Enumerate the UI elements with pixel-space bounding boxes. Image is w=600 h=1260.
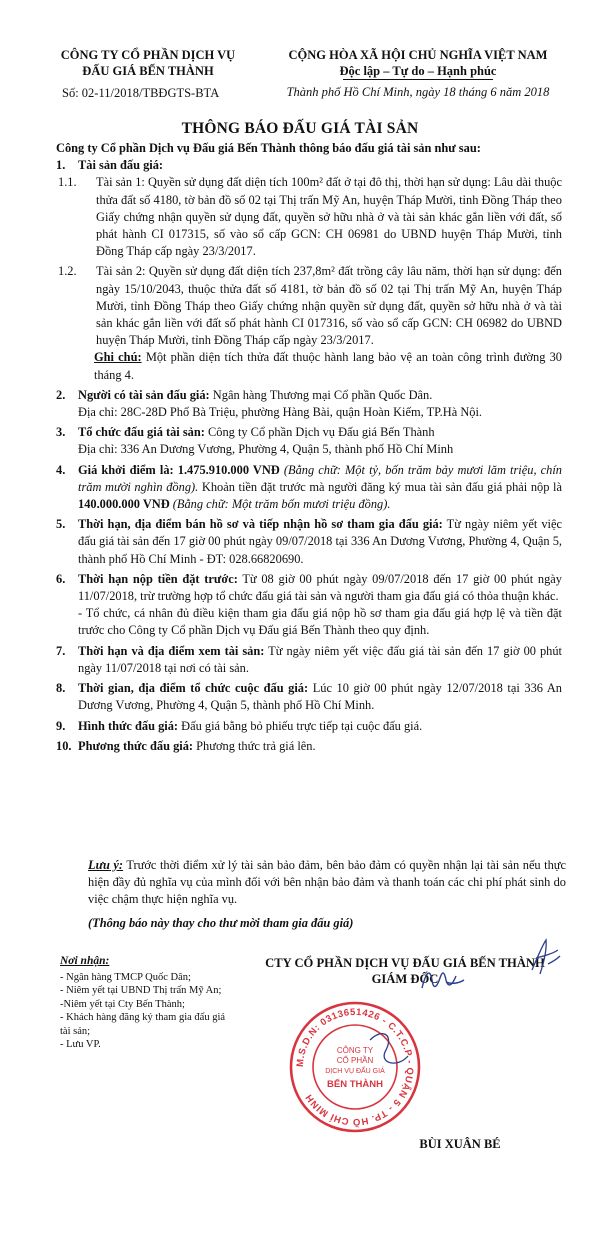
section-label: Phương thức đấu giá: (78, 738, 194, 753)
section-1-heading (56, 157, 562, 174)
company-stamp-icon (286, 998, 424, 1136)
asset-1 (56, 174, 562, 260)
stamp-line4: BẾN THÀNH (327, 1079, 383, 1090)
recipient-item: - Lưu VP. (60, 1039, 101, 1050)
recipients-list (60, 955, 228, 1052)
section-label: Thời gian, địa điểm tổ chức cuộc đấu giá: (78, 681, 309, 696)
recipient-item: -Niêm yết tại Cty Bến Thành; (60, 998, 185, 1010)
section-label: Người có tài sản đấu giá: (78, 387, 210, 402)
recipient-item: - Ngân hàng TMCP Quốc Dân; (60, 971, 191, 983)
company-name-line1: CÔNG TY CỔ PHẦN DỊCH VỤ (60, 48, 236, 62)
deposit-words: (Bằng chữ: Một trăm bốn mươi triệu đồng). (172, 497, 391, 512)
deposit-text: Khoản tiền đặt trước mà người đăng ký mua tài sản đấu giá phải nộp là (201, 479, 562, 494)
asset-description: Tài sản 2: Quyền sử dụng đất diện tích 237,8m² đất trồng cây lâu năm, thời hạn sử dụng: đến ngày 15/10/2043, thuộc thửa đất số 4181, tờ bản đồ số 02 tại Thị trấn Mỹ An, huyện Tháp Mười, tỉnh Đồng Tháp theo Giấy chứng nhận quyền sử dụng đất, quyền sở hữu nhà ở và tài sản khác gắn liền với đất số phát hành CI 017316, số vào sổ cấp GCN: CH 06982 do UBND huyện Tháp Mười, tỉnh Đồng Tháp cấp ngày 23/3/2017. (96, 264, 562, 348)
section-label: Thời hạn, địa điểm bán hồ sơ và tiếp nhận hồ sơ tham gia đấu giá: (78, 517, 443, 532)
section-text: Từ 08 giờ 00 phút ngày 09/07/2018 đến 17 giờ 00 phút ngày 11/07/2018, trừ trường hợp tổ chức đấu giá tài sản và người tham gia đấu giá có thỏa thuận khác. (78, 571, 562, 604)
section-label: Thời hạn và địa điểm xem tài sản: (78, 643, 265, 658)
section-7 (56, 643, 562, 677)
footnote-text: Trước thời điểm xử lý tài sản bảo đảm, bên bảo đảm có quyền nhận lại tài sản nếu thực hiện đầy đủ nghĩa vụ của mình đối với bên nhận bảo đảm và thanh toán các chi phí phát sinh do việc chậm thực hiện nghĩa vụ. (88, 858, 567, 907)
footnote-label: Lưu ý: (88, 858, 124, 872)
document-date: Thành phố Hồ Chí Minh, ngày 18 tháng 6 năm 2018 (286, 85, 550, 99)
section-6 (56, 571, 562, 605)
note-text: Một phần diện tích thửa đất thuộc hành lang bảo vệ an toàn công trình đường 30 tháng 4. (94, 350, 563, 382)
asset-number: 1.2. (58, 264, 77, 279)
asset-description: Tài sản 1: Quyền sử dụng đất diện tích 100m² đất ở tại đô thị, thời hạn sử dụng: Lâu dài thuộc thửa đất số 4180, tờ bản đồ số 02 tại Thị trấn Mỹ An, huyện Tháp Mười, tỉnh Đồng Tháp theo Giấy chứng nhận quyền sử dụng đất, quyền sở hữu nhà ở và tài sản khác gắn liền với đất, số phát hành CI 017315, số vào sổ cấp GCN: CH 06981 do UBND huyện Tháp Mười, tỉnh Đồng Tháp cấp ngày 23/3/2017. (96, 175, 562, 259)
section-label: Thời hạn nộp tiền đặt trước: (78, 571, 238, 586)
note-label: Ghi chú: (94, 350, 142, 365)
stamp-line1: CÔNG TY (336, 1046, 374, 1055)
section-number: 8. (56, 681, 66, 696)
replace-invitation-note: (Thông báo này thay cho thư mời tham gia đấu giá) (88, 916, 354, 930)
section-number: 7. (56, 643, 66, 658)
asset-2 (56, 263, 562, 349)
starting-price-words: (Bằng chữ: Một tỷ, bốn trăm bảy mươi lăm triệu, chín trăm mười nghìn đồng). (78, 462, 562, 494)
organizer-address: Địa chỉ: 336 An Dương Vương, Phường 4, Quận 5, thành phố Hồ Chí Minh (78, 442, 454, 457)
section-text: Công ty Cổ phần Dịch vụ Đấu giá Bến Thành (208, 425, 435, 440)
section-text: Ngân hàng Thương mại Cổ phần Quốc Dân. (212, 387, 433, 402)
stamp-line3: DỊCH VỤ ĐẤU GIÁ (325, 1068, 385, 1075)
section-2 (56, 387, 562, 404)
recipient-item: - Niêm yết tại UBND Thị trấn Mỹ An; (60, 985, 222, 996)
signature-title: GIÁM ĐỐC (371, 972, 439, 986)
signer-name: BÙI XUÂN BÉ (419, 1137, 501, 1151)
section-6-extra: - Tổ chức, cá nhân đủ điều kiện tham gia đấu giá nộp hồ sơ tham gia đấu giá hợp lệ và tiền đặt trước cho Công ty Cổ phần Dịch vụ Đấu giá Bến Thành theo quy định. (78, 606, 562, 638)
recipients-heading: Nơi nhận: (60, 955, 110, 967)
asset-note (56, 349, 562, 383)
header-company-block (58, 47, 238, 101)
section-label: Tài sản đấu giá: (78, 158, 164, 173)
header-nation-block (258, 47, 578, 100)
section-text: Phương thức trả giá lên. (196, 738, 316, 753)
section-number: 2. (56, 387, 66, 402)
section-3 (56, 424, 562, 441)
section-number: 10. (56, 738, 72, 753)
signature-company: CTY CỔ PHẦN DỊCH VỤ ĐẤU GIÁ BẾN THÀNH (265, 956, 545, 970)
asset-number: 1.1. (58, 175, 77, 190)
section-label: Tổ chức đấu giá tài sản: (78, 425, 205, 440)
section-number: 1. (56, 158, 66, 173)
footnote (88, 857, 566, 909)
section-number: 9. (56, 718, 66, 733)
section-5 (56, 516, 562, 568)
section-label: Hình thức đấu giá: (78, 718, 179, 733)
stamp-line2: CỔ PHẦN (336, 1056, 374, 1065)
section-9 (56, 718, 562, 735)
document-body (56, 140, 562, 755)
section-number: 3. (56, 425, 66, 440)
document-number: Số: 02-11/2018/TBĐGTS-BTA (62, 86, 220, 100)
section-number: 5. (56, 517, 66, 532)
starting-price: 1.475.910.000 VNĐ (177, 462, 280, 477)
section-label: Giá khởi điểm là: (78, 462, 174, 477)
owner-address: Địa chỉ: 28C-28D Phố Bà Triệu, phường Hàng Bài, quận Hoàn Kiếm, TP.Hà Nội. (78, 405, 483, 420)
initial-signature-icon (528, 936, 562, 978)
intro-paragraph: Công ty Cổ phần Dịch vụ Đấu giá Bến Thành thông báo đấu giá tài sản như sau: (56, 141, 481, 155)
signature-block (240, 955, 570, 987)
deposit-amount: 140.000.000 VNĐ (78, 497, 170, 512)
recipient-item: - Khách hàng đăng ký tham gia đấu giá tài sản; (60, 1012, 226, 1037)
section-text: Lúc 10 giờ 00 phút ngày 12/07/2018 tại 336 An Dương Vương, Phường 4, Quận 5, thành phố Hồ Chí Minh. (78, 681, 562, 713)
section-number: 6. (56, 571, 66, 586)
section-text: Đấu giá bằng bỏ phiếu trực tiếp tại cuộc đấu giá. (181, 718, 423, 733)
motto-underline (343, 79, 493, 80)
stamp-ring-text: M.S.D.N: 0313651426 - C.T.C.P - QUẬN 5 - TP. HỒ CHÍ MINH (294, 1006, 416, 1128)
section-10 (56, 738, 562, 755)
section-number: 4. (56, 462, 66, 477)
section-text: Từ ngày niêm yết việc đấu giá tài sản đến 17 giờ 00 phút ngày 09/07/2018 tại 336 An Dương Vương, Phường 4, Quận 5, thành phố Hồ Chí Minh - ĐT: 028.66820690. (78, 517, 562, 566)
national-motto: Độc lập – Tự do – Hạnh phúc (339, 64, 497, 78)
section-text: Từ ngày niêm yết việc đấu giá tài sản đến 17 giờ 00 phút ngày 11/07/2018 tại nơi có tài sản. (78, 643, 562, 675)
section-8 (56, 680, 562, 714)
nation-title: CỘNG HÒA XÃ HỘI CHỦ NGHĨA VIỆT NAM (288, 48, 548, 62)
company-name-line2: ĐẤU GIÁ BẾN THÀNH (82, 64, 214, 78)
director-signature-icon (418, 962, 466, 996)
page-title: THÔNG BÁO ĐẤU GIÁ TÀI SẢN (181, 120, 419, 137)
section-4 (56, 462, 562, 514)
